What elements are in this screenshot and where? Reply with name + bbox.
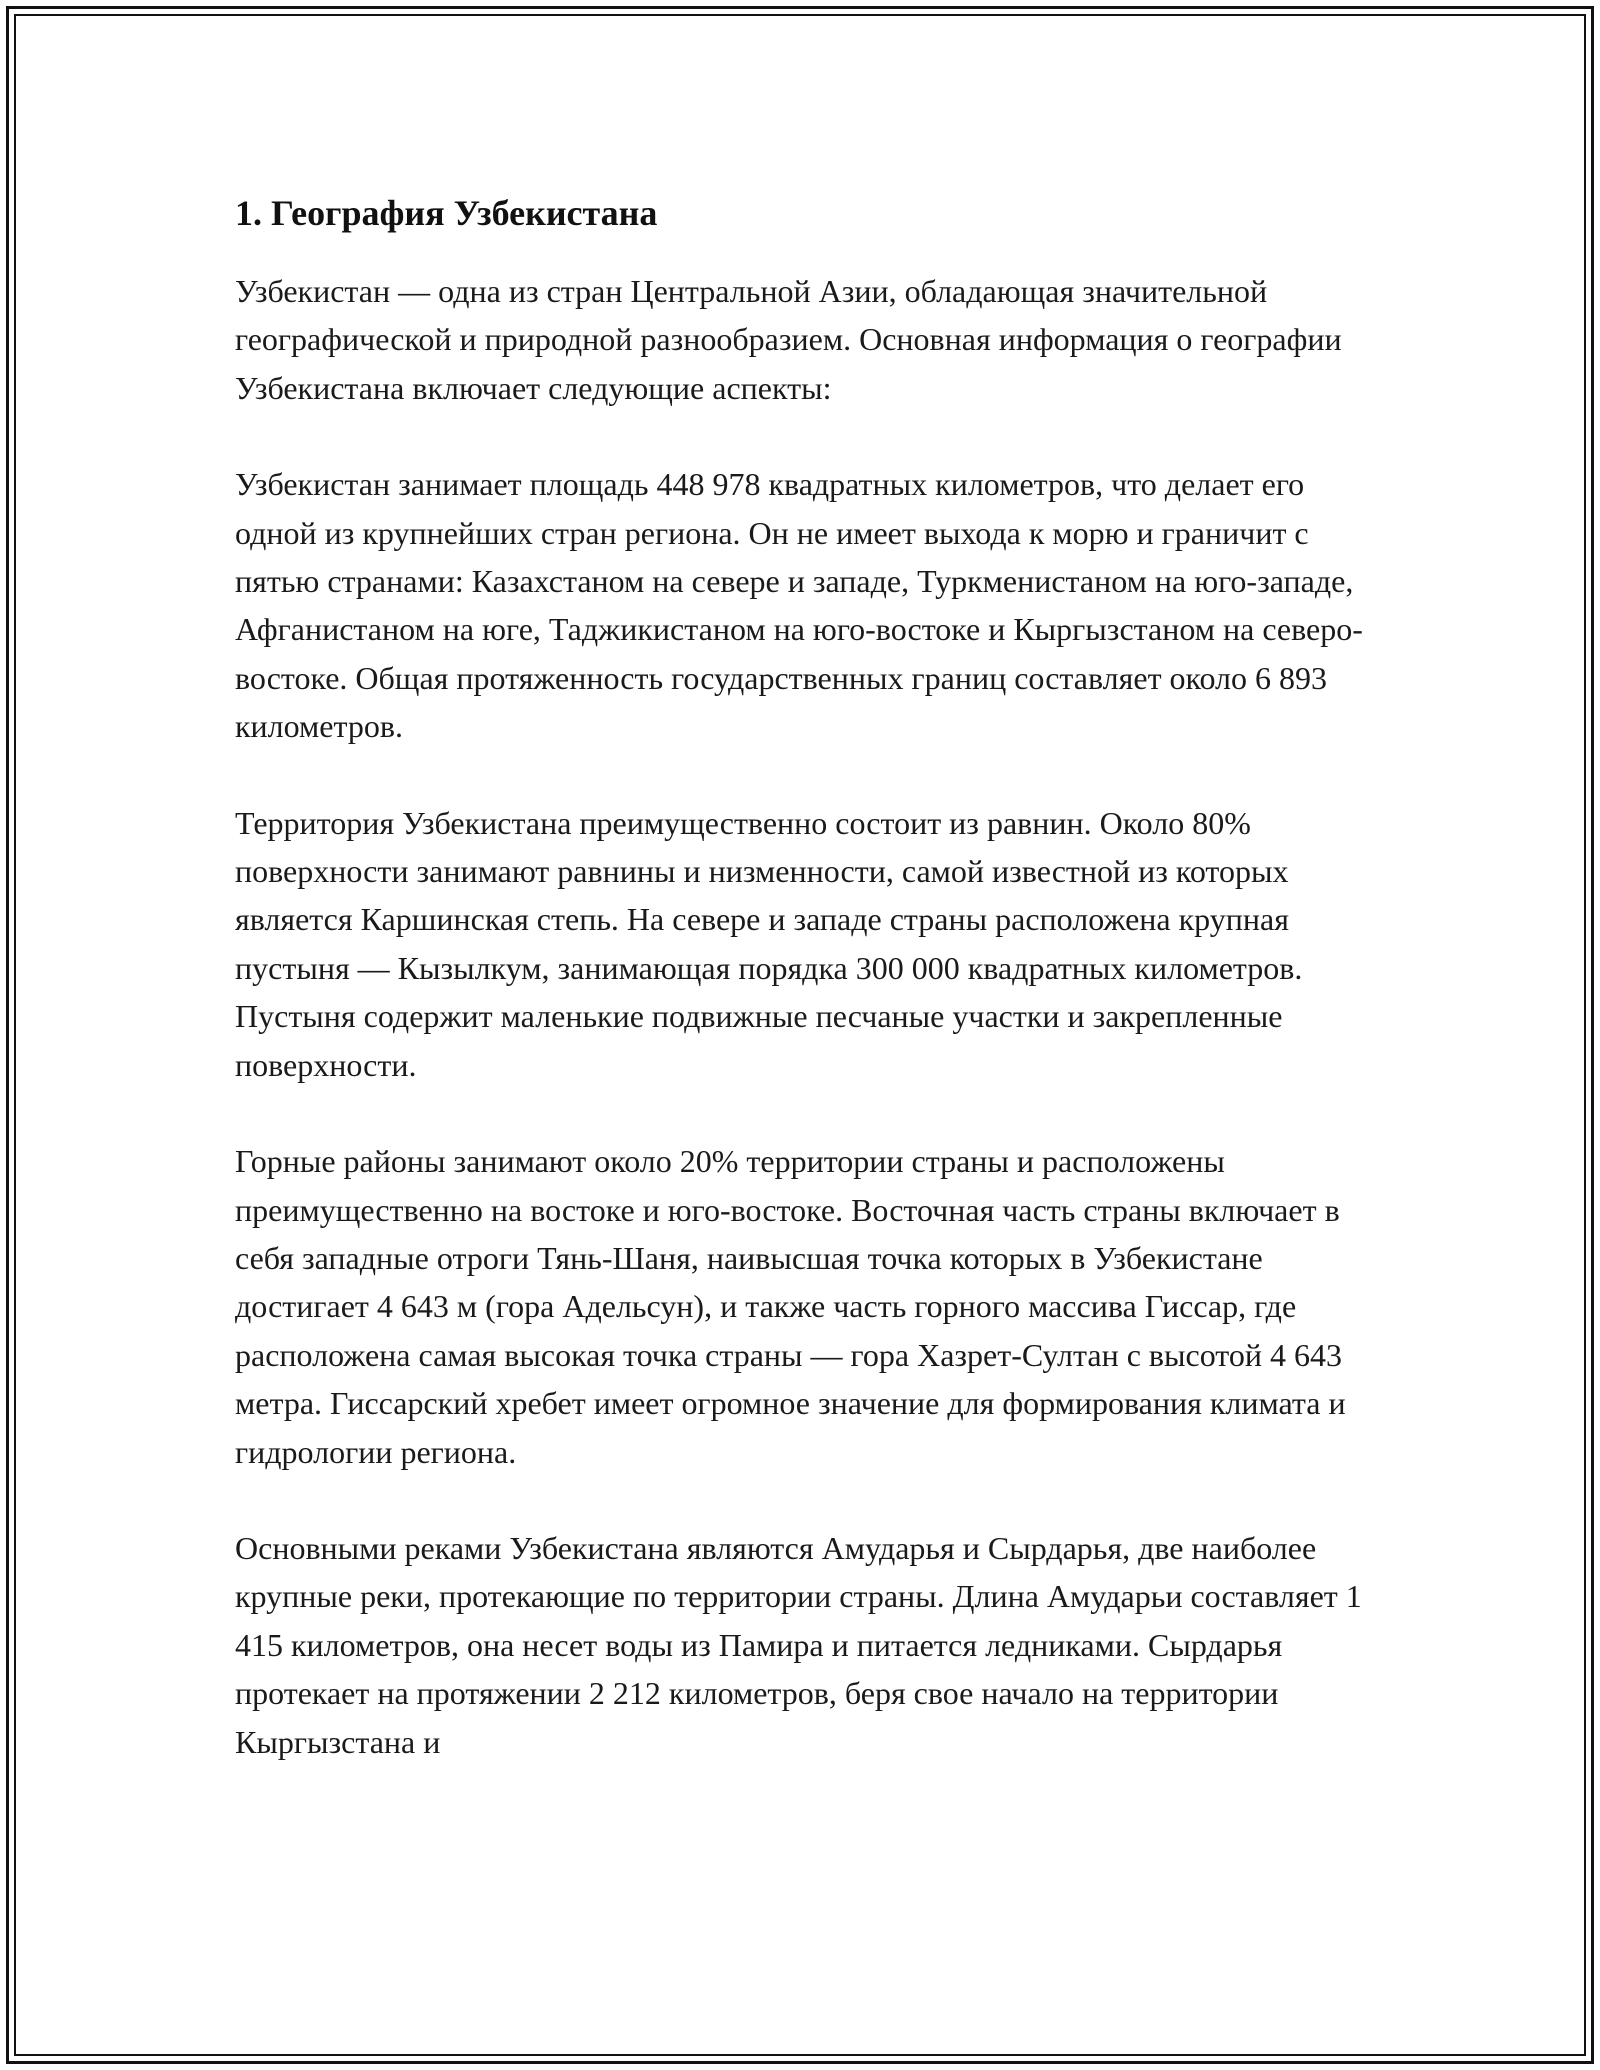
document-body (235, 183, 1375, 1814)
section-heading: 1. География Узбекистана (235, 193, 658, 233)
paragraph-mountains: Горные районы занимают около 20% территории страны и расположены преимущественно на востоке и юго-востоке. Восточная часть страны включает в себя западные отроги Тянь-Шаня, наивысшая точка которых в Узбекистане достигает 4 643 м (гора Адельсун), и также часть горного массива Гиссар, где расположена самая высокая точка страны — гора Хазрет-Султан с высотой 4 643 метра. Гиссарский хребет имеет огромное значение для формирования климата и гидрологии региона. (235, 1143, 1346, 1470)
paragraph-rivers: Основными реками Узбекистана являются Амударья и Сырдарья, две наиболее крупные реки, протекающие по территории страны. Длина Амударьи составляет 1 415 километров, она несет воды из Памира и питается ледниками. Сырдарья протекает на протяжении 2 212 километров, беря свое начало на территории Кыргызстана и (235, 1529, 1362, 1760)
paragraph-plains: Территория Узбекистана преимущественно состоит из равнин. Около 80% поверхности занимают равнины и низменности, самой известной из которых является Каршинская степь. На севере и западе страны расположена крупная пустыня — Кызылкум, занимающая порядка 300 000 квадратных километров. Пустыня содержит маленькие подвижные песчаные участки и закрепленные поверхности. (235, 804, 1303, 1083)
paragraph-area-borders: Узбекистан занимает площадь 448 978 квадратных километров, что делает его одной из крупнейших стран региона. Он не имеет выхода к морю и граничит с пятью странами: Казахстаном на севере и западе, Туркменистаном на юго-западе, Афганистаном на юге, Таджикистаном на юго-востоке и Кыргызстаном на северо-востоке. Общая протяженность государственных границ составляет около 6 893 километров. (235, 466, 1363, 745)
paragraph-intro: Узбекистан — одна из стран Центральной Азии, обладающая значительной географической и природной разнообразием. Основная информация о географии Узбекистана включает следующие аспекты: (235, 273, 1342, 406)
